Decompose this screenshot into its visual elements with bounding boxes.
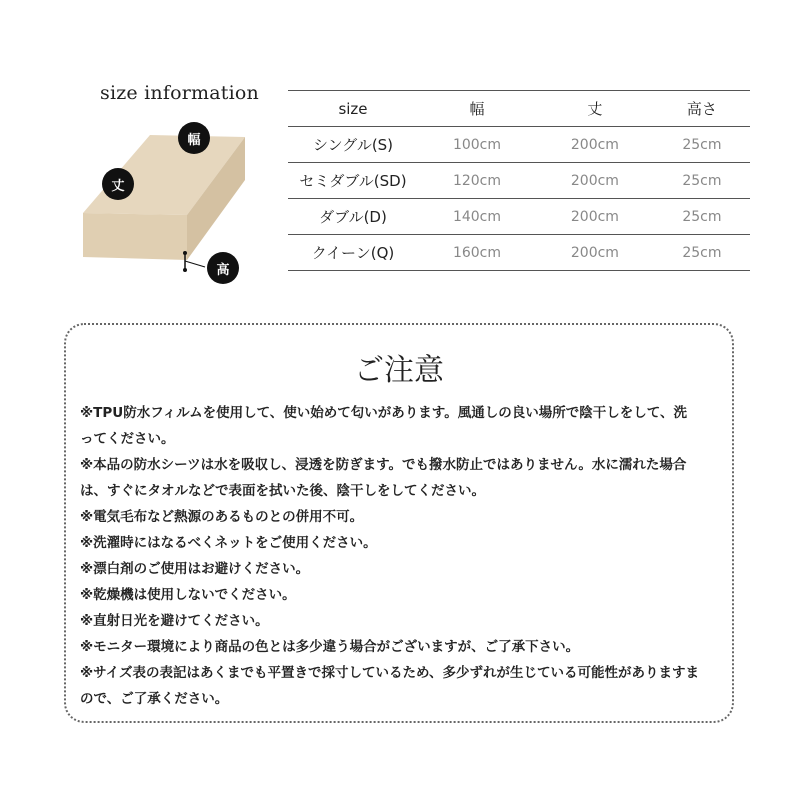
table-row (288, 199, 750, 235)
row-length: 200cm (536, 163, 654, 199)
mattress-diagram (75, 115, 265, 295)
caution-line: ※洗濯時にはなるべくネットをご使用ください。 (80, 535, 377, 551)
row-length: 200cm (536, 127, 654, 163)
row-height: 25cm (654, 199, 750, 235)
row-length: 200cm (536, 199, 654, 235)
row-width: 100cm (418, 127, 536, 163)
caution-line: ※乾燥機は使用しないでください。 (80, 587, 296, 603)
length-badge: 丈 (102, 168, 134, 200)
caution-line: ※本品の防水シーツは水を吸収し、浸透を防ぎます。でも撥水防止ではありません。水に濡れた場合 (80, 457, 687, 473)
height-badge: 高 (207, 252, 239, 284)
size-table (288, 90, 750, 271)
header-size: size (288, 91, 418, 127)
caution-line: ※サイズ表の表記はあくまでも平置きで採寸しているため、多少ずれが生じている可能性がありますま (80, 665, 700, 681)
caution-line: ※モニター環境により商品の色とは多少違う場合がございますが、ご了承下さい。 (80, 639, 580, 655)
header-width: 幅 (418, 91, 536, 127)
caution-line: ※電気毛布など熱源のあるものとの併用不可。 (80, 509, 364, 525)
row-name: シングル(S) (288, 127, 418, 163)
row-height: 25cm (654, 163, 750, 199)
caution-line: ってください。 (80, 431, 175, 447)
header-height: 高さ (654, 91, 750, 127)
row-name: セミダブル(SD) (288, 163, 418, 199)
header-length: 丈 (536, 91, 654, 127)
row-height: 25cm (654, 235, 750, 271)
row-name: ダブル(D) (288, 199, 418, 235)
caution-line: ※漂白剤のご使用はお避けください。 (80, 561, 310, 577)
table-row (288, 127, 750, 163)
row-height: 25cm (654, 127, 750, 163)
row-width: 140cm (418, 199, 536, 235)
caution-notes-box (64, 323, 734, 723)
width-badge: 幅 (178, 122, 210, 154)
row-width: 160cm (418, 235, 536, 271)
caution-list (80, 400, 720, 712)
caution-line: ※直射日光を避けてください。 (80, 613, 269, 629)
caution-title: ご注意 (354, 353, 444, 388)
caution-line: ※TPU防水フィルムを使用して、使い始めて匂いがあります。風通しの良い場所で陰干しをして、洗 (80, 405, 687, 421)
caution-line: ので、ご了承ください。 (80, 691, 229, 707)
size-info-title: size information (100, 82, 259, 104)
caution-line: は、すぐにタオルなどで表面を拭いた後、陰干しをしてください。 (80, 483, 485, 499)
table-header-row (288, 91, 750, 127)
table-row (288, 163, 750, 199)
row-name: クイーン(Q) (288, 235, 418, 271)
row-width: 120cm (418, 163, 536, 199)
row-length: 200cm (536, 235, 654, 271)
table-row (288, 235, 750, 271)
